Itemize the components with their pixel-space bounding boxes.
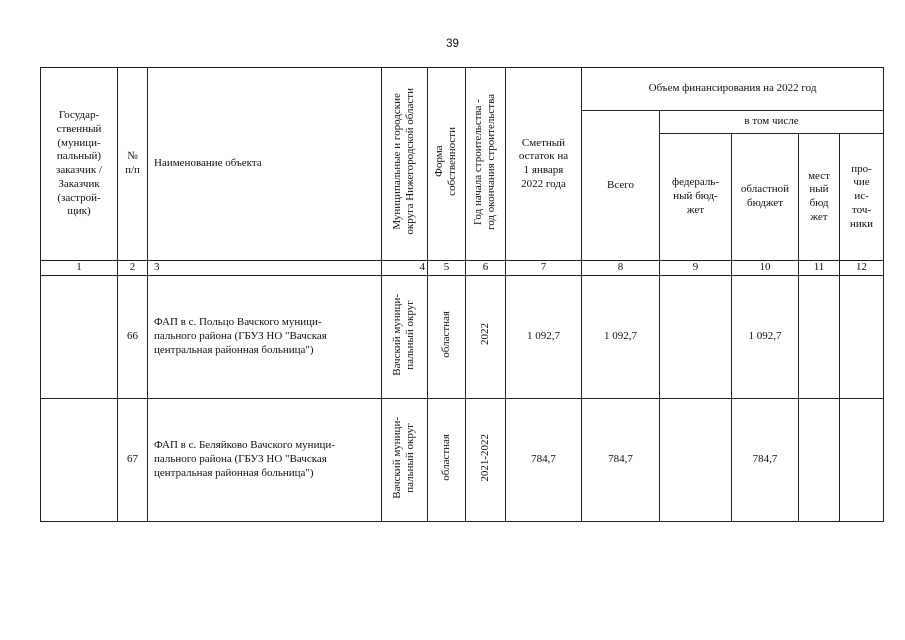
column-number: 1 bbox=[41, 261, 118, 276]
header-total: Всего bbox=[582, 111, 660, 261]
header-including: в том числе bbox=[660, 111, 884, 134]
header-customer: Государ- ственный (муници- пальный) заказчик / Заказчик (застрой- щик) bbox=[41, 68, 118, 261]
row-federal bbox=[660, 275, 732, 398]
row-municipality-cell bbox=[382, 398, 428, 521]
row-customer bbox=[41, 398, 118, 521]
row-municipality-cell bbox=[382, 275, 428, 398]
row-total: 784,7 bbox=[582, 398, 660, 521]
row-municipality: Вачский муници- пальный округ bbox=[391, 293, 417, 376]
column-number: 11 bbox=[799, 261, 840, 276]
column-number: 6 bbox=[466, 261, 506, 276]
row-remaining: 1 092,7 bbox=[506, 275, 582, 398]
row-local bbox=[799, 275, 840, 398]
table-row bbox=[41, 398, 884, 521]
column-number: 2 bbox=[118, 261, 148, 276]
row-local bbox=[799, 398, 840, 521]
header-other: про- чие ис- точ- ники bbox=[840, 134, 884, 261]
column-number: 9 bbox=[660, 261, 732, 276]
row-object-name: ФАП в с. Польцо Вачского муници- пального района (ГБУЗ НО "Вачская центральная районная больница") bbox=[148, 275, 382, 398]
header-regional: областной бюджет bbox=[732, 134, 799, 261]
row-other bbox=[840, 275, 884, 398]
header-municipality-cell bbox=[382, 68, 428, 261]
header-years-cell bbox=[466, 68, 506, 261]
financing-table bbox=[40, 67, 884, 522]
header-remaining: Сметный остаток на 1 января 2022 года bbox=[506, 68, 582, 261]
column-number: 5 bbox=[428, 261, 466, 276]
row-customer bbox=[41, 275, 118, 398]
header-ownership: Форма собственности bbox=[433, 127, 459, 197]
row-object-name: ФАП в с. Беляйково Вачского муници- пального района (ГБУЗ НО "Вачская центральная районная больница") bbox=[148, 398, 382, 521]
row-number: 66 bbox=[118, 275, 148, 398]
header-local: мест ный бюд жет bbox=[799, 134, 840, 261]
row-regional: 1 092,7 bbox=[732, 275, 799, 398]
column-number: 7 bbox=[506, 261, 582, 276]
row-years-cell bbox=[466, 275, 506, 398]
column-number: 12 bbox=[840, 261, 884, 276]
row-years: 2022 bbox=[478, 323, 491, 346]
row-remaining: 784,7 bbox=[506, 398, 582, 521]
row-ownership-cell bbox=[428, 398, 466, 521]
row-ownership-cell bbox=[428, 275, 466, 398]
header-municipality: Муниципальные и городские округа Нижегородской области bbox=[391, 88, 417, 235]
row-municipality: Вачский муници- пальный округ bbox=[391, 416, 417, 499]
header-years: Год начала строительства - год окончания строительства bbox=[472, 93, 498, 230]
table-row bbox=[41, 275, 884, 398]
row-ownership: областная bbox=[439, 311, 452, 358]
column-number: 10 bbox=[732, 261, 799, 276]
header-ownership-cell bbox=[428, 68, 466, 261]
header-object-name: Наименование объекта bbox=[148, 68, 382, 261]
column-number: 4 bbox=[382, 261, 428, 276]
row-years-cell bbox=[466, 398, 506, 521]
header-number: № п/п bbox=[118, 68, 148, 261]
row-ownership: областная bbox=[439, 434, 452, 481]
column-number-row bbox=[41, 261, 884, 276]
header-federal: федераль- ный бюд- жет bbox=[660, 134, 732, 261]
row-years: 2021-2022 bbox=[478, 433, 491, 482]
row-federal bbox=[660, 398, 732, 521]
row-total: 1 092,7 bbox=[582, 275, 660, 398]
column-number: 8 bbox=[582, 261, 660, 276]
row-other bbox=[840, 398, 884, 521]
row-regional: 784,7 bbox=[732, 398, 799, 521]
column-number: 3 bbox=[148, 261, 382, 276]
page-number: 39 bbox=[446, 38, 459, 50]
row-number: 67 bbox=[118, 398, 148, 521]
header-funding: Объем финансирования на 2022 год bbox=[582, 68, 884, 111]
